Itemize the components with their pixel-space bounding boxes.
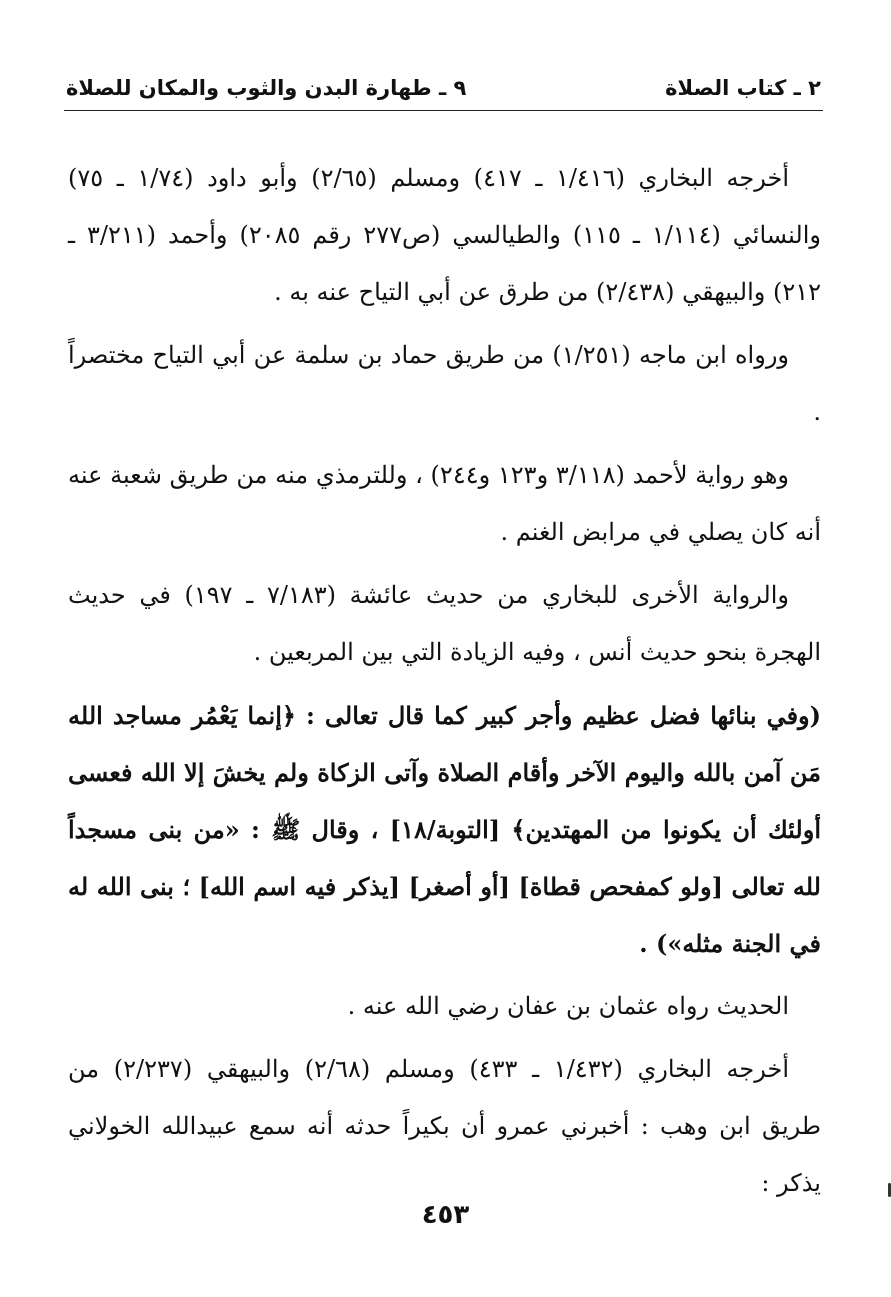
paragraph-mosque-virtue: (وفي بنائها فضل عظيم وأجر كبير كما قال تعالى : ﴿إنما يَعْمُر مساجد الله مَن آمن بالله واليوم الآخر وأقام الصلاة وآتى الزكاة ولم يخشَ إلا الله فعسى أولئك أن يكونوا من المهتدين﴾ [التوبة/١٨] ، وقال ﷺ : «من بنى مسجداً لله تعالى [ولو كمفحص قطاة] [أو أصغر] [يذكر فيه اسم الله] ؛ بنى الله له في الجنة مثله») . [68, 701, 822, 958]
paragraph-ahmad-tirmidhi: وهو رواية لأحمد (٣/١١٨ و١٢٣ و٢٤٤) ، وللترمذي منه من طريق شعبة عنه أنه كان يصلي في مرابض الغنم . [68, 461, 821, 546]
section-title: ٩ ـ طهارة البدن والثوب والمكان للصلاة [66, 76, 467, 100]
page-body [68, 150, 821, 1212]
paragraph-uthman-narration: الحديث رواه عثمان بن عفان رضي الله عنه . [347, 992, 789, 1020]
paragraph-bukhari-muslim-sources: أخرجه البخاري (١/٤١٦ ـ ٤١٧) ومسلم (٢/٦٥) وأبو داود (١/٧٤ ـ ٧٥) والنسائي (١/١١٤ ـ ١١٥) والطيالسي (ص٢٧٧ رقم ٢٠٨٥) وأحمد (٣/٢١١ ـ ٢١٢) والبيهقي (٢/٤٣٨) من طرق عن أبي التياح عنه به . [68, 164, 821, 306]
paragraph-aisha-hijra: والرواية الأخرى للبخاري من حديث عائشة (٧/١٨٣ ـ ١٩٧) في حديث الهجرة بنحو حديث أنس ، وفيه الزيادة التي بين المربعين . [68, 581, 821, 666]
paragraph-ibn-majah: ورواه ابن ماجه (١/٢٥١) من طريق حماد بن سلمة عن أبي التياح مختصراً . [68, 341, 821, 426]
page-number: ٤٥٣ [421, 1200, 470, 1230]
paragraph-ibn-wahb-chain: أخرجه البخاري (١/٤٣٢ ـ ٤٣٣) ومسلم (٢/٦٨) والبيهقي (٢/٢٣٧) من طريق ابن وهب : أخبرني عمرو أن بكيراً حدثه أنه سمع عبيدالله الخولاني يذكر : [68, 1055, 821, 1197]
chapter-title: ٢ ـ كتاب الصلاة [665, 76, 821, 100]
header-divider [64, 110, 823, 111]
running-header [66, 70, 821, 106]
